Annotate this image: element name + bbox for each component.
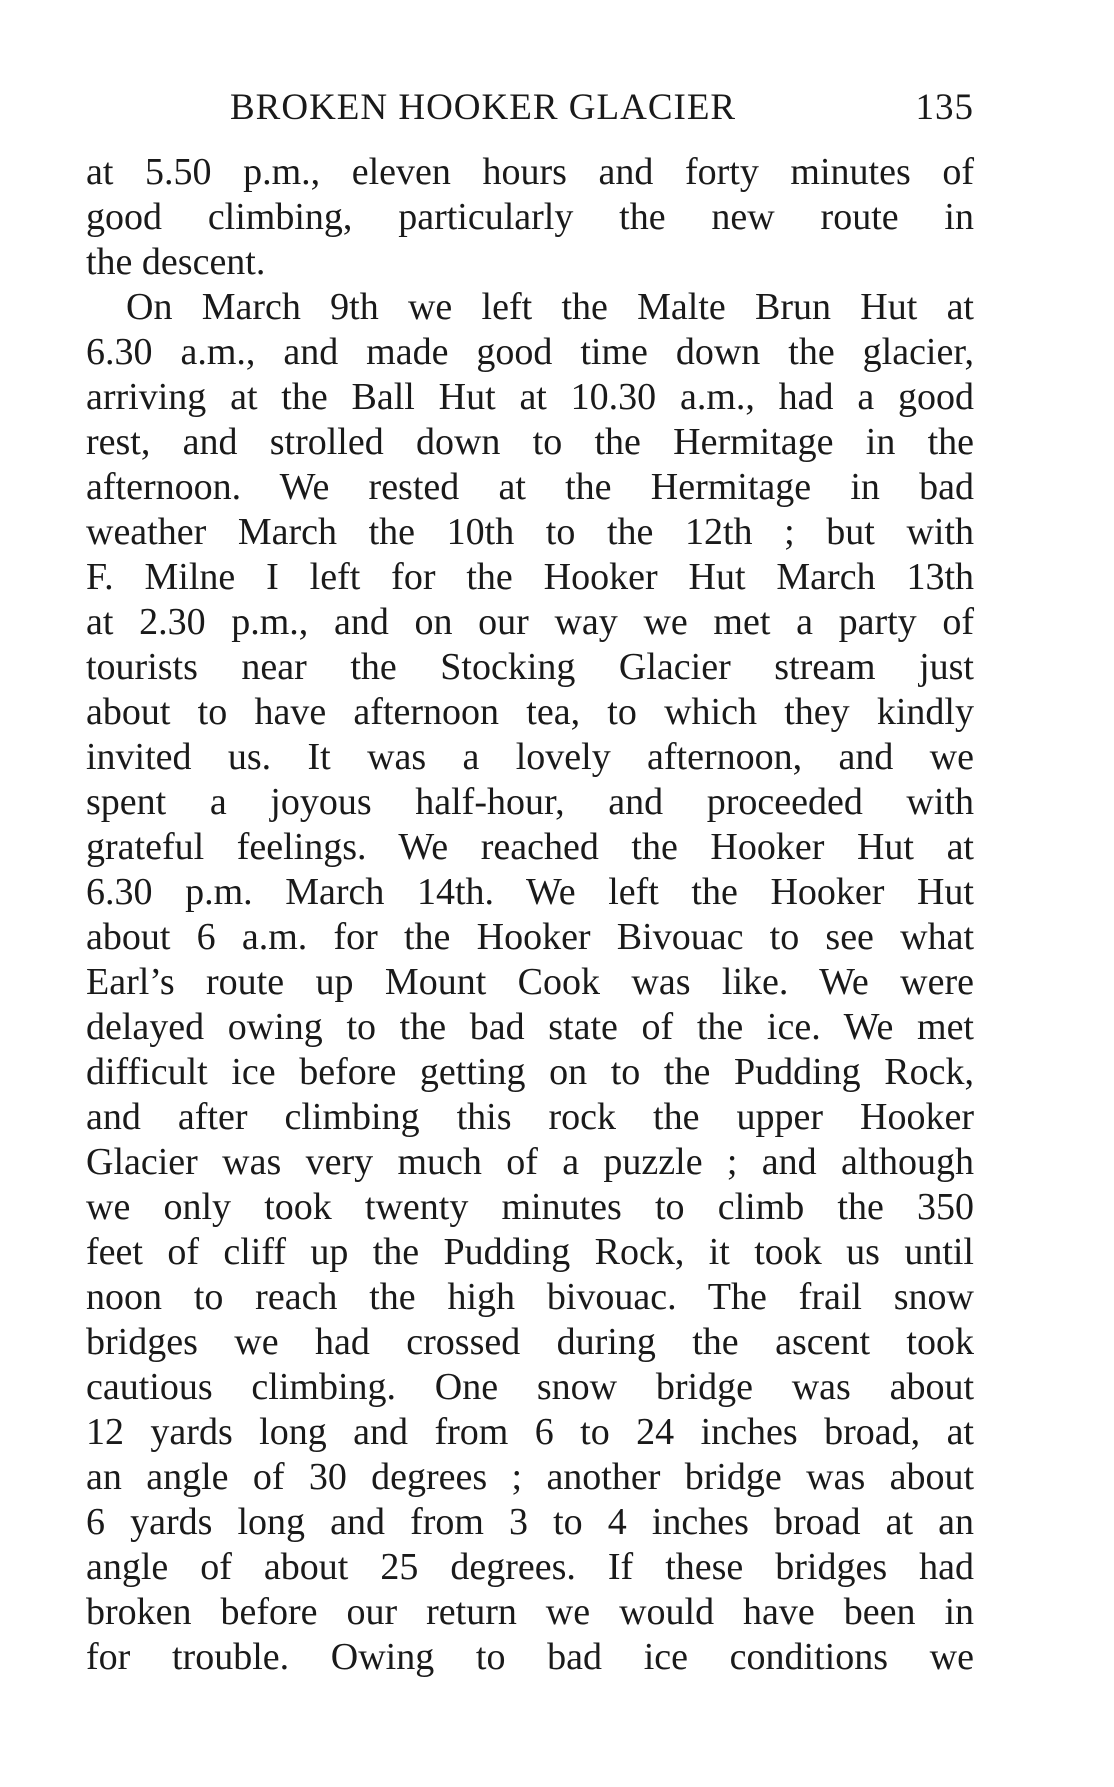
- text-line: and after climbing this rock the upper Hooker: [86, 1096, 974, 1138]
- text-line: F. Milne I left for the Hooker Hut March 13th: [86, 556, 974, 598]
- text-line: 6.30 a.m., and made good time down the glacier,: [86, 331, 974, 373]
- chapter-running-title: BROKEN HOOKER GLACIER: [230, 87, 737, 128]
- text-line: On March 9th we left the Malte Brun Hut at: [126, 286, 974, 328]
- text-line: at 5.50 p.m., eleven hours and forty minutes of: [86, 151, 974, 193]
- running-head: [86, 86, 974, 136]
- text-line: angle of about 25 degrees. If these bridges had: [86, 1546, 974, 1588]
- text-line: afternoon. We rested at the Hermitage in bad: [86, 466, 974, 508]
- body-text: [86, 150, 974, 1680]
- text-line: invited us. It was a lovely afternoon, and we: [86, 736, 974, 778]
- text-line: Glacier was very much of a puzzle ; and although: [86, 1141, 974, 1183]
- text-line: about 6 a.m. for the Hooker Bivouac to see what: [86, 916, 974, 958]
- text-line: arriving at the Ball Hut at 10.30 a.m., had a good: [86, 376, 974, 418]
- text-line: spent a joyous half-hour, and proceeded with: [86, 781, 974, 823]
- text-line: grateful feelings. We reached the Hooker Hut at: [86, 826, 974, 868]
- text-line: weather March the 10th to the 12th ; but with: [86, 511, 974, 553]
- text-line: at 2.30 p.m., and on our way we met a party of: [86, 601, 974, 643]
- text-line: 6 yards long and from 3 to 4 inches broad at an: [86, 1501, 974, 1543]
- text-line: delayed owing to the bad state of the ice. We met: [86, 1006, 974, 1048]
- text-line: rest, and strolled down to the Hermitage in the: [86, 421, 974, 463]
- text-line: we only took twenty minutes to climb the 350: [86, 1186, 974, 1228]
- text-line: cautious climbing. One snow bridge was about: [86, 1366, 974, 1408]
- text-line: the descent.: [86, 241, 266, 283]
- text-line: good climbing, particularly the new route in: [86, 196, 974, 238]
- text-line: for trouble. Owing to bad ice conditions we: [86, 1636, 974, 1678]
- text-line: tourists near the Stocking Glacier stream just: [86, 646, 974, 688]
- text-line: 12 yards long and from 6 to 24 inches broad, at: [86, 1411, 974, 1453]
- text-line: bridges we had crossed during the ascent took: [86, 1321, 974, 1363]
- text-line: feet of cliff up the Pudding Rock, it took us until: [86, 1231, 974, 1273]
- text-line: difficult ice before getting on to the Pudding Rock,: [86, 1051, 974, 1093]
- text-line: noon to reach the high bivouac. The frail snow: [86, 1276, 974, 1318]
- text-line: about to have afternoon tea, to which they kindly: [86, 691, 974, 733]
- text-line: Earl’s route up Mount Cook was like. We were: [86, 961, 974, 1003]
- text-line: an angle of 30 degrees ; another bridge was about: [86, 1456, 974, 1498]
- text-line: broken before our return we would have been in: [86, 1591, 974, 1633]
- text-line: 6.30 p.m. March 14th. We left the Hooker Hut: [86, 871, 974, 913]
- page-number: 135: [915, 87, 974, 128]
